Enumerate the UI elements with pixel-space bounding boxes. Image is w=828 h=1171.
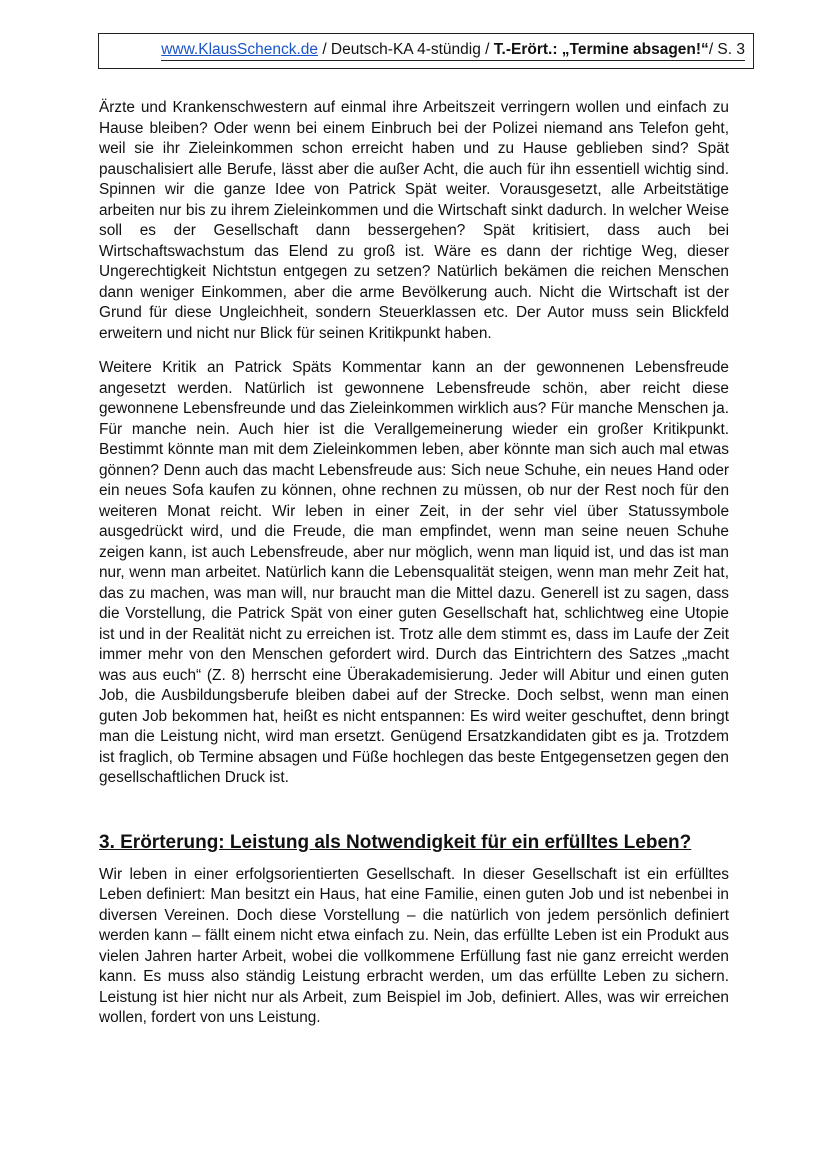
paragraph-2: Weitere Kritik an Patrick Späts Kommentar kann an der gewonnenen Lebensfreude angesetzt werden. Natürlich ist gewonnene Lebensfreude schön, aber reicht diese gewonnene Lebensfreunde und das Zieleinkommen wirklich aus? Für manche Menschen ja. Für manche nein. Auch hier ist die Verallgemeinerung wieder ein großer Kritikpunkt. Bestimmt könnte man mit dem Zieleinkommen leben, aber könnte man sich auch mal etwas gönnen? Denn auch das macht Lebensfreude aus: Sich neue Schuhe, ein neues Hand oder ein neues Sofa kaufen zu können, ohne rechnen zu müssen, ob nur der Rest noch für den weiteren Monat reicht. Wir leben in einer Zeit, in der sehr viel über Statussymbole ausgedrückt wird, und die Freude, die man empfindet, wenn man seine neuen Schuhe zeigen kann, ist auch Lebensfreude, aber nur möglich, wenn man liquid ist, und das ist man nur, wenn man arbeitet. Natürlich kann die Lebensqualität steigen, wenn man mehr Zeit hat, das zu machen, was man will, nur braucht man die Mittel dazu. Generell ist zu sagen, dass die Vorstellung, die Patrick Spät von einer guten Gesellschaft hat, schlichtweg eine Utopie ist und in der Realität nicht zu erreichen ist. Trotz alle dem stimmt es, dass im Laufe der Zeit immer mehr von den Menschen gefordert wird. Durch das Eintrichtern des Satzes „macht was aus euch“ (Z. 8) herrscht eine Überakademisierung. Jeder will Abitur und einen guten Job, die Ausbildungsberufe bleiben dabei auf der Strecke. Doch selbst, wenn man einen guten Job bekommen hat, heißt es nicht entspannen: Es wird weiter geschuftet, denn bringt man die Leistung nicht, wird man ersetzt. Genügend Ersatzkandidaten gibt es ja. Trotzdem ist fraglich, ob Termine absagen und Füße hochlegen das beste Entgegensetzen gegen den gesellschaftlichen Druck ist. [99, 359, 729, 786]
paragraph-1: Ärzte und Krankenschwestern auf einmal ihre Arbeitszeit verringern wollen und einfach zu Hause bleiben? Oder wenn bei einem Einbruch bei der Polizei niemand ans Telefon geht, weil sie ihr Zieleinkommen schon erreicht haben und zu Hause geblieben sind? Spät pauschalisiert alle Berufe, lässt aber die außer Acht, die auch für ihn essentiell wichtig sind. Spinnen wir die ganze Idee von Patrick Spät weiter. Vorausgesetzt, alle Arbeitstätige arbeiten nur bis zu ihrem Zieleinkommen und die Wirtschaft sinkt dadurch. In welcher Weise soll es der Gesellschaft dann bessergehen? Spät kritisiert, dass auch bei Wirtschaftswachstum das Elend zu groß ist. Wäre es dann der richtige Weg, dieser Ungerechtigkeit Nichtstun entgegen zu setzen? Natürlich bekämen die reichen Menschen dann weniger Einkommen, aber die arme Bevölkerung auch. Nicht die Wirtschaft ist der Grund für diese Ungleichheit, sondern Steuerklassen etc. Der Autor muss sein Blickfeld erweitern und nicht nur Blick für seinen Kritikpunkt haben. [99, 99, 729, 342]
page-header [98, 33, 754, 69]
header-text [161, 41, 745, 61]
header-course: / Deutsch-KA 4-stündig / [318, 41, 494, 58]
website-link[interactable]: www.KlausSchenck.de [161, 41, 319, 58]
section-paragraph: Wir leben in einer erfolgsorientierten Gesellschaft. In dieser Gesellschaft ist ein erfülltes Leben definiert: Man besitzt ein Haus, hat eine Familie, einen guten Job und ist nebenbei in diversen Vereinen. Doch diese Vorstellung – die natürlich von jedem persönlich definiert werden kann – fällt einem nicht etwa einfach zu. Nein, das erfüllte Leben ist ein Produkt aus vielen Jahren harter Arbeit, wobei die vollkommene Erfüllung fast nie ganz erreicht werden kann. Es muss also ständig Leistung erbracht werden, um das erfüllte Leben zu sichern. Leistung ist hier nicht nur als Arbeit, zum Beispiel im Job, definiert. Alles, was wir erreichen wollen, fordert von uns Leistung. [99, 865, 729, 1026]
section-heading: 3. Erörterung: Leistung als Notwendigkeit für ein erfülltes Leben? [99, 831, 692, 853]
header-page-number: / S. 3 [708, 41, 745, 58]
header-topic: T.-Erört.: „Termine absagen!“ [493, 41, 709, 58]
document-body [99, 98, 729, 1029]
